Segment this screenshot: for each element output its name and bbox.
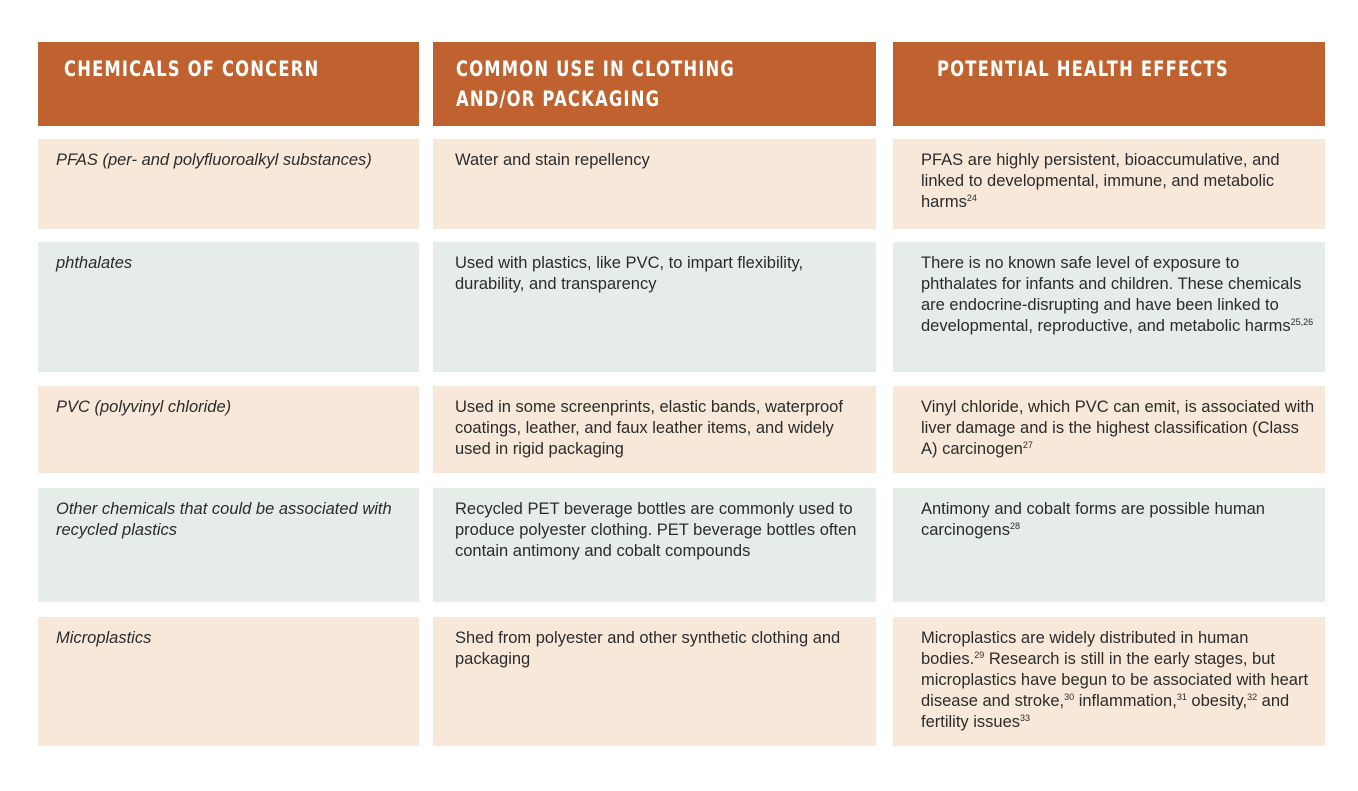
table-cell-chemical: Microplastics xyxy=(38,617,419,746)
header-common-use-line2: AND/OR PACKAGING xyxy=(456,87,661,111)
table-cell-use: Shed from polyester and other synthetic clothing and packaging xyxy=(433,617,876,746)
header-chemicals xyxy=(38,42,419,126)
effect-text: PFAS are highly persistent, bioaccumulative, and linked to developmental, immune, and metabolic harms xyxy=(921,151,1285,211)
footnote-ref: 28 xyxy=(1009,521,1020,531)
footnote-ref: 24 xyxy=(966,193,977,203)
effect-text: Research is still in the early stages, but microplastics have begun to be associated with heart disease and stroke, xyxy=(921,650,1313,710)
table-cell-use: Recycled PET beverage bottles are commonly used to produce polyester clothing. PET beverage bottles often contain antimony and cobalt compounds xyxy=(433,488,876,602)
header-health-effects xyxy=(893,42,1325,126)
footnote-ref: 29 xyxy=(974,650,985,660)
footnote-ref: 32 xyxy=(1247,692,1258,702)
effect-text: inflammation, xyxy=(1074,692,1177,710)
table-cell-use: Used with plastics, like PVC, to impart flexibility, durability, and transparency xyxy=(433,242,876,372)
table-cell-chemical: PVC (polyvinyl chloride) xyxy=(38,386,419,473)
header-common-use xyxy=(433,42,876,126)
footnote-ref: 25,26 xyxy=(1290,317,1314,327)
effect-text: and fertility issues xyxy=(921,692,1294,731)
table-cell-effect xyxy=(893,139,1325,229)
table-cell-use: Used in some screenprints, elastic bands, waterproof coatings, leather, and faux leather items, and widely used in rigid packaging xyxy=(433,386,876,473)
table-cell-effect xyxy=(893,617,1325,746)
effect-text: Antimony and cobalt forms are possible human carcinogens xyxy=(921,500,1270,539)
effect-text: Vinyl chloride, which PVC can emit, is associated with liver damage and is the highest classification (Class A) carcinogen xyxy=(921,398,1319,458)
footnote-ref: 31 xyxy=(1176,692,1187,702)
table-cell-chemical: PFAS (per- and polyfluoroalkyl substances) xyxy=(38,139,419,229)
effect-text: obesity, xyxy=(1186,692,1248,710)
header-common-use-label xyxy=(456,54,735,114)
table-cell-use: Water and stain repellency xyxy=(433,139,876,229)
table-cell-effect xyxy=(893,488,1325,602)
table-cell-chemical: Other chemicals that could be associated with recycled plastics xyxy=(38,488,419,602)
effect-text: Microplastics are widely distributed in human bodies. xyxy=(921,629,1253,668)
table-cell-effect xyxy=(893,386,1325,473)
table-cell-effect xyxy=(893,242,1325,372)
table-cell-chemical: phthalates xyxy=(38,242,419,372)
header-common-use-line1: COMMON USE IN CLOTHING xyxy=(456,57,736,81)
footnote-ref: 30 xyxy=(1064,692,1075,702)
footnote-ref: 27 xyxy=(1022,440,1033,450)
effect-text: There is no known safe level of exposure to phthalates for infants and children. These chemicals are endocrine-disrupting and have been linked to developmental, reproductive, and metabolic harms xyxy=(921,254,1306,335)
footnote-ref: 33 xyxy=(1020,713,1031,723)
header-health-effects-label: POTENTIAL HEALTH EFFECTS xyxy=(937,57,1229,81)
header-chemicals-label: CHEMICALS OF CONCERN xyxy=(64,57,320,81)
